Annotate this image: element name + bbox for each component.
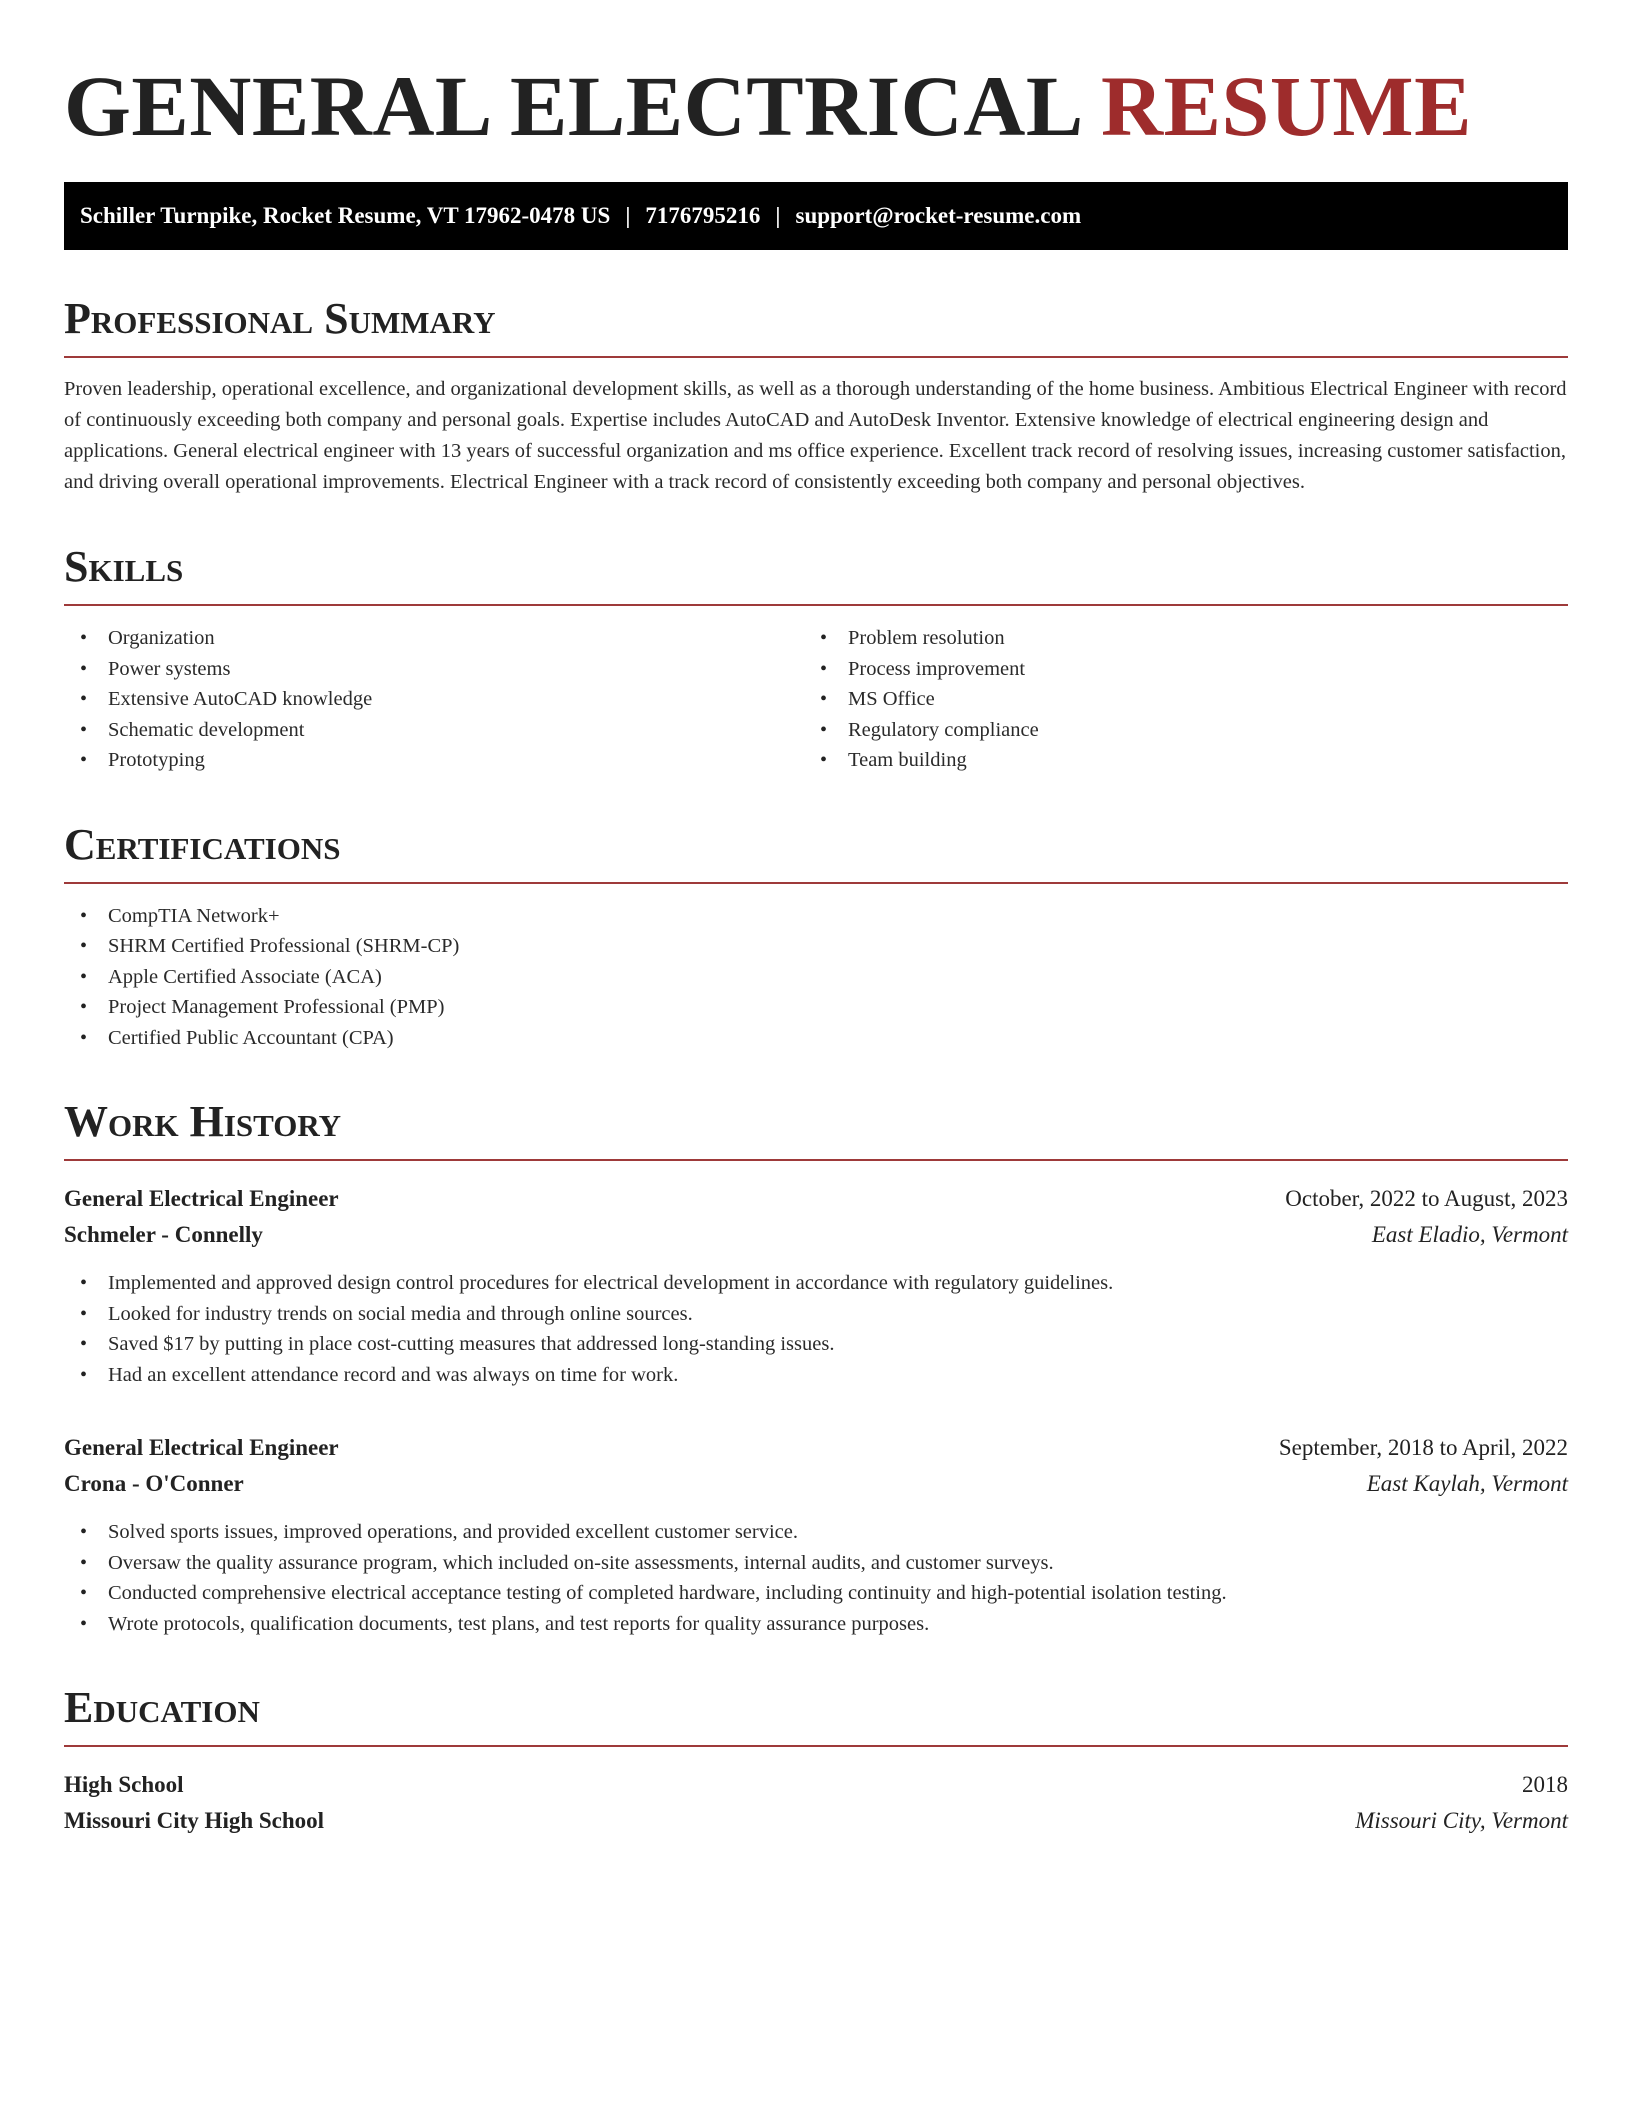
skill-item: • Regulatory compliance bbox=[804, 715, 1039, 746]
education-year: 2018 bbox=[1522, 1772, 1568, 1797]
contact-phone: 7176795216 bbox=[645, 203, 761, 228]
skill-item: • Power systems bbox=[64, 654, 804, 685]
job-title: General Electrical Engineer bbox=[64, 1435, 339, 1460]
skill-item: • Process improvement bbox=[804, 654, 1039, 685]
education-school: Missouri City High School bbox=[64, 1808, 325, 1833]
job-location: East Kaylah, Vermont bbox=[1366, 1471, 1568, 1496]
job-duty: • Oversaw the quality assurance program, which included on-site assessments, internal audits, and customer surveys. bbox=[64, 1548, 1568, 1579]
contact-email: support@rocket-resume.com bbox=[795, 203, 1082, 228]
job-duty: • Implemented and approved design control procedures for electrical development in accordance with regulatory guidelines. bbox=[64, 1268, 1568, 1299]
skill-item: • Organization bbox=[64, 623, 804, 654]
education-entry bbox=[64, 1767, 1568, 1839]
skill-item: • MS Office bbox=[804, 684, 1039, 715]
certification-item: • CompTIA Network+ bbox=[64, 901, 1568, 932]
job-duty: • Looked for industry trends on social media and through online sources. bbox=[64, 1299, 1568, 1330]
job-duty: • Conducted comprehensive electrical acceptance testing of completed hardware, including continuity and high-potential isolation testing. bbox=[64, 1578, 1568, 1609]
certification-item: • Apple Certified Associate (ACA) bbox=[64, 962, 1568, 993]
skill-item: • Problem resolution bbox=[804, 623, 1039, 654]
skill-item: • Team building bbox=[804, 745, 1039, 776]
skills-grid bbox=[64, 606, 1568, 776]
contact-separator: | bbox=[775, 203, 781, 228]
skills-heading: Skills bbox=[64, 542, 1568, 606]
contact-separator: | bbox=[625, 203, 631, 228]
certification-item: • Project Management Professional (PMP) bbox=[64, 992, 1568, 1023]
section-skills bbox=[64, 542, 1568, 776]
section-education bbox=[64, 1683, 1568, 1839]
job-title: General Electrical Engineer bbox=[64, 1186, 339, 1211]
education-degree: High School bbox=[64, 1772, 184, 1797]
summary-heading: Professional Summary bbox=[64, 294, 1568, 358]
job-entry bbox=[64, 1430, 1568, 1639]
job-duty: • Saved $17 by putting in place cost-cutting measures that addressed long-standing issues. bbox=[64, 1329, 1568, 1360]
section-summary bbox=[64, 294, 1568, 498]
title-accent: RESUME bbox=[1101, 58, 1472, 154]
job-dates: October, 2022 to August, 2023 bbox=[1285, 1186, 1568, 1211]
skills-list-left bbox=[64, 623, 804, 776]
certifications-list bbox=[64, 901, 1568, 1054]
skill-item: • Prototyping bbox=[64, 745, 804, 776]
job-dates: September, 2018 to April, 2022 bbox=[1278, 1435, 1568, 1460]
job-company: Crona - O'Conner bbox=[64, 1471, 244, 1496]
section-certifications bbox=[64, 820, 1568, 1054]
job-title-row bbox=[64, 1181, 1568, 1217]
work-heading: Work History bbox=[64, 1097, 1568, 1161]
certification-item: • Certified Public Accountant (CPA) bbox=[64, 1023, 1568, 1054]
job-entry bbox=[64, 1181, 1568, 1390]
skill-item: • Schematic development bbox=[64, 715, 804, 746]
title-main: GENERAL ELECTRICAL bbox=[64, 58, 1080, 154]
education-location: Missouri City, Vermont bbox=[1355, 1808, 1568, 1833]
education-degree-row bbox=[64, 1767, 1568, 1803]
job-company-row bbox=[64, 1466, 1568, 1502]
skills-list-right bbox=[804, 623, 1039, 776]
job-duty: • Had an excellent attendance record and was always on time for work. bbox=[64, 1360, 1568, 1391]
skill-item: • Extensive AutoCAD knowledge bbox=[64, 684, 804, 715]
contact-address: Schiller Turnpike, Rocket Resume, VT 17962-0478 US bbox=[80, 203, 611, 228]
contact-bar bbox=[64, 182, 1568, 250]
summary-text: Proven leadership, operational excellence, and organizational development skills, as well as a thorough understanding of the home business. Ambitious Electrical Engineer with record of continuously exceeding both company and personal goals. Expertise includes AutoCAD and AutoDesk Inventor. Extensive knowledge of electrical engineering design and applications. General electrical engineer with 13 years of successful organization and ms office experience. Excellent track record of resolving issues, increasing customer satisfaction, and driving overall operational improvements. Electrical Engineer with a track record of consistently exceeding both company and personal objectives. bbox=[64, 378, 1567, 493]
education-heading: Education bbox=[64, 1683, 1568, 1747]
certifications-heading: Certifications bbox=[64, 820, 1568, 884]
job-company-row bbox=[64, 1217, 1568, 1253]
job-location: East Eladio, Vermont bbox=[1371, 1222, 1568, 1247]
job-duties-list bbox=[64, 1517, 1568, 1639]
resume-title bbox=[64, 56, 1568, 156]
job-company: Schmeler - Connelly bbox=[64, 1222, 263, 1247]
section-work-history bbox=[64, 1097, 1568, 1639]
education-school-row bbox=[64, 1803, 1568, 1839]
job-duty: • Solved sports issues, improved operations, and provided excellent customer service. bbox=[64, 1517, 1568, 1548]
job-duty: • Wrote protocols, qualification documents, test plans, and test reports for quality assurance purposes. bbox=[64, 1609, 1568, 1640]
job-duties-list bbox=[64, 1268, 1568, 1390]
certification-item: • SHRM Certified Professional (SHRM-CP) bbox=[64, 931, 1568, 962]
job-title-row bbox=[64, 1430, 1568, 1466]
